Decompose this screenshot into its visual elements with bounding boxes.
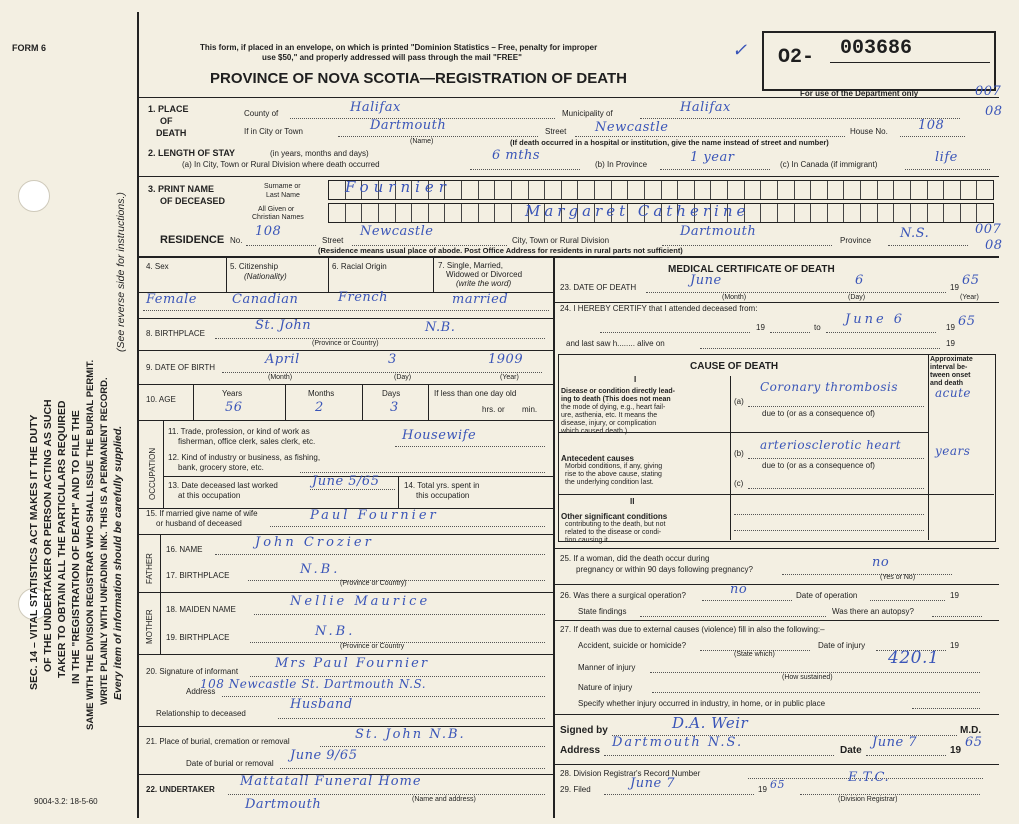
department-code: 007 (975, 222, 1002, 237)
hrs-label: hrs. or (482, 405, 505, 414)
yes-no-caption: (Yes or No) (880, 574, 916, 581)
day-caption: (Day) (394, 374, 412, 381)
department-use: For use of the Department only (800, 89, 919, 98)
checkmark-icon: ✓ (732, 40, 748, 61)
surname-label: Surname or (264, 183, 301, 190)
antecedent-label: the underlying condition last. (565, 479, 654, 486)
mail-notice-2: use $50," and properly addressed will pass through the mail "FREE" (262, 53, 522, 62)
frame-rule (830, 62, 990, 63)
death-year: 65 (962, 273, 980, 288)
mother-vertical-label: MOTHER (145, 609, 154, 644)
burial-date-label: Date of burial or removal (186, 759, 274, 768)
findings-label: State findings (578, 607, 627, 616)
province-caption: (Province or Country) (340, 580, 407, 587)
trade-label: 11. Trade, profession, or kind of work as (168, 427, 310, 436)
dob-day: 3 (388, 352, 397, 367)
footer-code: 9004-3.2: 18-5-60 (34, 797, 98, 806)
municipality-value: Halifax (680, 100, 731, 115)
record-number-label: 28. Division Registrar's Record Number (560, 769, 701, 778)
industry-label: 12. Kind of industry or business, as fishing, (168, 453, 321, 462)
stay-label: 2. LENGTH OF STAY (148, 148, 236, 158)
years-label: Years (222, 389, 243, 398)
street-label: Street (545, 127, 567, 136)
form-title: PROVINCE OF NOVA SCOTIA—REGISTRATION OF DEATH (210, 70, 627, 87)
total-years-label: this occupation (416, 491, 470, 500)
attended-to: June 6 (845, 312, 906, 327)
injury-date-label: Date of injury (818, 641, 866, 650)
physician-signature: D.A. Weir (672, 714, 749, 732)
month-caption: (Month) (268, 374, 293, 381)
department-code: 08 (985, 238, 1003, 253)
trade-value: Housewife (402, 428, 477, 443)
sidebar-line-3: TAKER TO OBTAIN ALL THE PARTICULARS REQUIRED (56, 400, 68, 678)
print-name-label: OF DECEASED (160, 196, 226, 206)
sign-date-label: Date (840, 745, 862, 756)
burial-label: 21. Place of burial, cremation or removal (146, 737, 290, 746)
birthplace-city: St. John (255, 318, 312, 333)
year-prefix: 19 (950, 591, 959, 600)
residence-no-value: 108 (255, 224, 282, 239)
disease-label: disease, injury, or complication (561, 420, 657, 427)
city-label: If in City or Town (244, 127, 303, 136)
father-vertical-label: FATHER (145, 553, 154, 584)
cause-b-label: (b) (734, 449, 744, 458)
injury-location-label: Specify whether injury occurred in industry, in home, or in public place (578, 699, 826, 708)
total-years-label: 14. Total yrs. spent in (404, 481, 480, 490)
father-name-value: John Crozier (255, 535, 374, 550)
physician-address: Dartmouth N.S. (612, 735, 744, 750)
sex-value: Female (146, 292, 197, 307)
left-border (137, 12, 139, 818)
month-caption: (Month) (722, 294, 747, 301)
state-which-caption: (State which) (734, 651, 775, 658)
marital-label: Widowed or Divorced (446, 270, 523, 279)
physician-address-label: Address (560, 745, 601, 756)
min-label: min. (522, 405, 538, 414)
other-conditions-label: contributing to the death, but not (565, 521, 666, 528)
stay-province-value: 1 year (690, 150, 735, 165)
dob-label: 9. DATE OF BIRTH (146, 363, 216, 372)
pregnancy-label: 25. If a woman, did the death occur during (560, 554, 710, 563)
province-caption: (Province or Country) (312, 340, 379, 347)
other-conditions-label: Other significant conditions (561, 512, 668, 521)
interval-label: interval be- (930, 364, 968, 371)
signed-by-label: Signed by (560, 725, 608, 736)
undertaker-value: Mattatall Funeral Home (240, 774, 422, 789)
spouse-label: 15. If married give name of wife (146, 509, 258, 518)
last-worked-value: June 5/65 (312, 474, 380, 489)
form-number: FORM 6 (12, 43, 47, 53)
place-label: OF (160, 116, 173, 126)
sidebar-line-8: (See reverse side for instructions.) (115, 192, 127, 352)
pregnancy-label: pregnancy or within 90 days following pregnancy? (576, 565, 753, 574)
attended-label: 24. I HEREBY CERTIFY that I attended deceased from: (560, 304, 758, 313)
residence-street-label: Street (322, 236, 344, 245)
filed-label: 29. Filed (560, 785, 591, 794)
punch-hole (18, 180, 50, 212)
department-code: 007 (975, 84, 1002, 99)
burial-date: June 9/65 (290, 748, 358, 763)
stay-city-value: 6 mths (492, 148, 540, 163)
cause-a-value: Coronary thrombosis (760, 380, 899, 394)
marital-label: (write the word) (456, 279, 512, 288)
less-than-day-label: If less than one day old (434, 389, 517, 398)
antecedent-label: Morbid conditions, if any, giving (565, 463, 663, 470)
death-date-label: 23. DATE OF DEATH (560, 283, 637, 292)
interval-label: tween onset (930, 372, 971, 379)
frame-rule (139, 256, 999, 258)
last-saw-label: and last saw h........ alive on (566, 339, 665, 348)
attended-to-year-prefix: 19 (946, 323, 955, 332)
marital-value: married (452, 292, 509, 307)
medical-heading: MEDICAL CERTIFICATE OF DEATH (668, 264, 835, 275)
house-value: 108 (918, 118, 945, 133)
attended-to-year: 65 (958, 314, 976, 329)
column-divider (553, 258, 555, 818)
year-prefix: 19 (950, 641, 959, 650)
sign-year: 65 (965, 735, 983, 750)
disease-label: Disease or condition directly lead- (561, 388, 675, 395)
occupation-vertical-label: OCCUPATION (148, 447, 157, 500)
sidebar-line-2: OF THE UNDERTAKER OR PERSON ACTING AS SUCH (42, 399, 54, 672)
residence-province-label: Province (840, 236, 872, 245)
father-birthplace-value: N.B. (300, 562, 341, 577)
operation-date-label: Date of operation (796, 591, 858, 600)
province-caption: (Province or Country (340, 643, 405, 650)
disease-label: the mode of dying, e.g., heart fail- (561, 404, 666, 411)
racial-origin-label: 6. Racial Origin (332, 262, 387, 271)
spouse-label: or husband of deceased (156, 519, 242, 528)
residence-city-label: City, Town or Rural Division (512, 236, 610, 245)
stay-canada-value: life (935, 150, 958, 165)
registrar-signature: E.T.C. (848, 770, 890, 785)
department-code: 08 (985, 104, 1003, 119)
industry-label: bank, grocery store, etc. (178, 463, 264, 472)
county-value: Halifax (350, 100, 401, 115)
given-names-value: Margaret Catherine (525, 202, 750, 220)
sign-date: June 7 (872, 735, 918, 750)
dob-year: 1909 (488, 352, 524, 367)
other-conditions-label: tion causing it. (565, 537, 610, 544)
place-label: 1. PLACE (148, 104, 189, 114)
disease-label: ing to death (This does not mean (561, 396, 671, 403)
to-label: to (814, 323, 821, 332)
hospital-note: (If death occurred in a hospital or institution, give the name instead of street and number) (510, 138, 829, 147)
months-label: Months (308, 389, 335, 398)
nature-label: Nature of injury (578, 683, 633, 692)
last-saw-year: 19 (946, 339, 955, 348)
external-causes-label: 27. If death was due to external causes (violence) fill in also the following:– (560, 625, 825, 634)
given-label: All Given or (258, 206, 295, 213)
surname-value: Fournier (345, 178, 451, 196)
spouse-value: Paul Fournier (310, 508, 439, 523)
other-conditions-label: related to the disease or condi- (565, 529, 662, 536)
frame-rule (139, 176, 999, 177)
citizenship-note: (Nationality) (244, 272, 287, 281)
residence-street-value: Newcastle (360, 224, 434, 239)
birthplace-province: N.B. (425, 320, 456, 335)
accident-label: Accident, suicide or homicide? (578, 641, 687, 650)
father-name-label: 16. NAME (166, 545, 203, 554)
mail-notice-1: This form, if placed in an envelope, on which is printed "Dominion Statistics – Free, penalty for improper (200, 43, 598, 52)
interval-label: Approximate (930, 356, 973, 363)
marital-label: 7. Single, Married, (438, 261, 503, 270)
undertaker-city: Dartmouth (245, 797, 322, 812)
death-year-prefix: 19 (950, 283, 959, 292)
year-caption: (Year) (960, 294, 979, 301)
print-name-label: 3. PRINT NAME (148, 184, 215, 194)
given-label: Christian Names (252, 214, 304, 221)
cause-a-label: (a) (734, 397, 744, 406)
sidebar-line-4: IN THE "REGISTRATION OF DEATH" AND TO FILE THE (70, 410, 82, 684)
mother-birthplace-label: 19. BIRTHPLACE (166, 633, 230, 642)
surgery-value: no (730, 582, 748, 597)
residence-label: RESIDENCE (160, 234, 225, 246)
mother-birthplace-value: N.B. (315, 624, 356, 639)
county-label: County of (244, 109, 279, 118)
cause-heading: CAUSE OF DEATH (690, 361, 779, 372)
undertaker-caption: (Name and address) (412, 796, 476, 803)
residence-city-value: Dartmouth (680, 224, 757, 239)
roman-two: II (630, 497, 635, 506)
residence-province-value: N.S. (900, 226, 930, 241)
undertaker-label: 22. UNDERTAKER (146, 785, 215, 794)
stay-city-label: (a) In City, Town or Rural Division where death occurred (182, 160, 380, 169)
city-value: Dartmouth (370, 118, 447, 133)
trade-label: fisherman, office clerk, sales clerk, etc. (178, 437, 316, 446)
age-label: 10. AGE (146, 395, 176, 404)
age-months: 2 (315, 400, 324, 415)
father-birthplace-label: 17. BIRTHPLACE (166, 571, 230, 580)
house-label: House No. (850, 127, 888, 136)
sidebar-line-5: SAME WITH THE DIVISION REGISTRAR WHO SHALL ISSUE THE BURIAL PERMIT. (85, 359, 96, 730)
classification-code: 420.1 (888, 648, 940, 668)
autopsy-label: Was there an autopsy? (832, 607, 914, 616)
registration-prefix: O2- (778, 46, 815, 69)
age-days: 3 (390, 400, 399, 415)
days-label: Days (382, 389, 401, 398)
surgery-label: 26. Was there a surgical operation? (560, 591, 686, 600)
residence-note: (Residence means usual place of abode. Post Office Address for residents in rural parts not sufficient) (318, 246, 683, 255)
citizenship-label: 5. Citizenship (230, 262, 279, 271)
stay-canada-label: (c) In Canada (if immigrant) (780, 160, 878, 169)
filed-date: June 7 (630, 776, 676, 791)
stay-note: (in years, months and days) (270, 149, 369, 158)
md-label: M.D. (960, 725, 982, 736)
day-caption: (Day) (848, 294, 866, 301)
street-value: Newcastle (595, 120, 669, 135)
mother-maiden-label: 18. MAIDEN NAME (166, 605, 236, 614)
burial-place: St. John N.B. (355, 727, 466, 742)
cause-a-interval: acute (935, 386, 972, 400)
due-to-label: due to (or as a consequence of) (762, 409, 875, 418)
due-to-label: due to (or as a consequence of) (762, 461, 875, 470)
citizenship-value: Canadian (232, 292, 299, 307)
registration-number: 003686 (840, 37, 913, 60)
relationship-label: Relationship to deceased (156, 709, 246, 718)
informant-address: 108 Newcastle St. Dartmouth N.S. (200, 677, 427, 691)
disease-label: ure, asthenia, etc. It means the (561, 412, 658, 419)
last-worked-label: at this occupation (178, 491, 241, 500)
attended-from-year: 19 (756, 323, 765, 332)
cause-b-value: arteriosclerotic heart (760, 438, 902, 452)
cause-c-label: (c) (734, 479, 744, 488)
antecedent-label: Antecedent causes (561, 454, 634, 463)
death-day: 6 (855, 273, 864, 288)
interval-label: and death (930, 380, 964, 387)
informant-label: 20. Signature of informant (146, 667, 239, 676)
filed-year-prefix: 19 (758, 785, 767, 794)
filed-year: 65 (770, 778, 785, 791)
cause-b-interval: years (935, 444, 971, 458)
sidebar-line-7: Every item of information should be carefully supplied. (112, 425, 124, 700)
age-years: 56 (225, 400, 243, 415)
residence-no-label: No. (230, 236, 243, 245)
antecedent-label: rise to the above cause, stating (565, 471, 662, 478)
sign-year-prefix: 19 (950, 745, 962, 756)
surname-label: Last Name (266, 192, 300, 199)
informant-address-label: Address (186, 687, 216, 696)
sidebar-line-6: WRITE PLAINLY WITH UNFADING INK. THIS IS A PERMANENT RECORD. (99, 377, 110, 705)
pregnancy-value: no (872, 555, 890, 570)
sidebar-line-1: SEC. 14 – VITAL STATISTICS ACT MAKES IT THE DUTY (28, 414, 40, 690)
dob-month: April (265, 352, 300, 367)
roman-one: I (634, 375, 637, 384)
name-caption: (Name) (410, 138, 434, 145)
racial-origin-value: French (338, 290, 388, 305)
registrar-caption: (Division Registrar) (838, 796, 898, 803)
how-caption: (How sustained) (782, 674, 833, 681)
place-label: DEATH (156, 128, 187, 138)
last-worked-label: 13. Date deceased last worked (168, 481, 278, 490)
death-month: June (690, 273, 722, 288)
relationship-value: Husband (290, 697, 353, 712)
year-caption: (Year) (500, 374, 519, 381)
stay-province-label: (b) In Province (595, 160, 648, 169)
mother-maiden-value: Nellie Maurice (290, 594, 431, 609)
manner-label: Manner of injury (578, 663, 636, 672)
birthplace-label: 8. BIRTHPLACE (146, 329, 205, 338)
municipality-label: Municipality of (562, 109, 613, 118)
informant-signature: Mrs Paul Fournier (275, 656, 430, 671)
sex-label: 4. Sex (146, 262, 169, 271)
